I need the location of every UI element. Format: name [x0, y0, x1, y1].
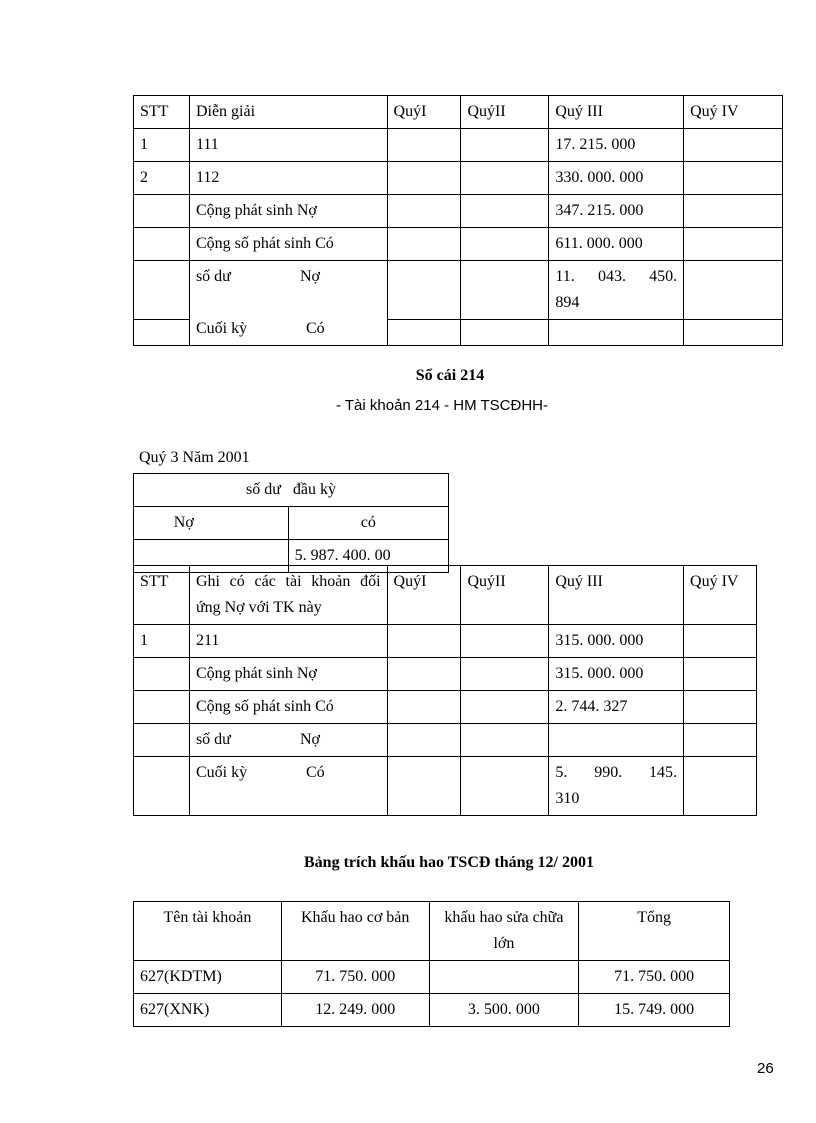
balance-label: số dư — [195, 731, 231, 748]
row-description: 112 — [189, 162, 387, 195]
row-total: 15. 749. 000 — [579, 994, 730, 1027]
opening-credit-label: có — [288, 507, 448, 540]
header-q1: QuýI — [387, 96, 461, 129]
table-row-balance-debit — [134, 724, 757, 757]
row-q3: 2. 744. 327 — [549, 691, 684, 724]
table-row — [134, 228, 783, 261]
row-stt: 1 — [134, 625, 190, 658]
row-major — [429, 961, 579, 994]
row-description: Cộng phát sinh Nợ — [189, 658, 387, 691]
header-q4: Quý IV — [684, 96, 783, 129]
table-row — [134, 994, 730, 1027]
table-row — [134, 129, 783, 162]
ledger-table-1 — [133, 95, 783, 346]
table-row — [134, 625, 757, 658]
credit-label: Có — [305, 320, 325, 337]
header-q3: Quý III — [549, 96, 684, 129]
table-row — [134, 961, 730, 994]
header-q2: QuýII — [461, 96, 549, 129]
table-header-row — [134, 96, 783, 129]
row-description: Cộng số phát sinh Có — [189, 691, 387, 724]
row-q3: 315. 000. 000 — [549, 658, 684, 691]
row-stt: 1 — [134, 129, 190, 162]
balance-debit-q3: 11. 043. 450. 894 — [549, 261, 684, 320]
table-row — [134, 691, 757, 724]
opening-credit-value: 5. 987. 400. 00 — [288, 540, 448, 573]
table-header-row — [134, 566, 757, 625]
ledger-title: Sổ cái 214 — [415, 367, 485, 384]
balance-label: số dư — [195, 268, 231, 285]
header-q2: QuýII — [461, 566, 549, 625]
row-description: 211 — [189, 625, 387, 658]
header-account-name: Tên tài khoản — [134, 902, 282, 961]
header-basic-depreciation: Khấu hao cơ bản — [281, 902, 429, 961]
header-q3: Quý III — [549, 566, 684, 625]
header-description: Diễn giải — [189, 96, 387, 129]
header-description: Ghi có các tài khoản đối ứng Nợ với TK này — [189, 566, 387, 625]
table-row — [134, 658, 757, 691]
end-period-label: Cuối kỳ — [195, 320, 248, 337]
table-row-balance-credit — [134, 757, 757, 816]
table-row — [134, 162, 783, 195]
header-q1: QuýI — [387, 566, 461, 625]
row-account: 627(KDTM) — [134, 961, 282, 994]
ledger-subtitle: - Tài khoản 214 - HM TSCĐHH- — [335, 397, 548, 414]
row-description: Cộng phát sinh Nợ — [189, 195, 387, 228]
balance-credit-q3: 5. 990. 145. 310 — [549, 757, 684, 816]
row-account: 627(XNK) — [134, 994, 282, 1027]
header-q4: Quý IV — [684, 566, 757, 625]
row-q3: 347. 215. 000 — [549, 195, 684, 228]
ledger-table-2 — [133, 565, 757, 816]
period-label: Quý 3 Năm 2001 — [139, 449, 250, 466]
row-description: Cộng số phát sinh Có — [189, 228, 387, 261]
row-q3: 17. 215. 000 — [549, 129, 684, 162]
debit-label: Nợ — [299, 731, 320, 748]
depreciation-title: Bảng trích khấu hao TSCĐ tháng 12/ 2001 — [304, 854, 594, 871]
header-total: Tổng — [579, 902, 730, 961]
row-basic: 71. 750. 000 — [281, 961, 429, 994]
credit-label: Có — [305, 764, 325, 781]
header-stt: STT — [134, 96, 190, 129]
table-row-balance-debit — [134, 261, 783, 320]
row-basic: 12. 249. 000 — [281, 994, 429, 1027]
depreciation-table — [133, 901, 730, 1027]
balance-label-cell — [189, 261, 387, 346]
header-major-repair-depreciation: khấu hao sửa chữa lớn — [429, 902, 579, 961]
row-q3: 330. 000. 000 — [549, 162, 684, 195]
opening-balance-table — [133, 473, 449, 573]
opening-debit-label: Nợ — [134, 507, 289, 540]
debit-label: Nợ — [299, 268, 320, 285]
row-description: 111 — [189, 129, 387, 162]
end-period-label: Cuối kỳ — [195, 764, 248, 781]
opening-balance-header: số dư đầu kỳ — [134, 474, 449, 507]
row-q3: 611. 000. 000 — [549, 228, 684, 261]
row-total: 71. 750. 000 — [579, 961, 730, 994]
balance-credit-label-cell — [189, 757, 387, 816]
row-q3: 315. 000. 000 — [549, 625, 684, 658]
row-major: 3. 500. 000 — [429, 994, 579, 1027]
balance-debit-label-cell — [189, 724, 387, 757]
page-number: 26 — [757, 1060, 774, 1077]
table-row — [134, 195, 783, 228]
header-stt: STT — [134, 566, 190, 625]
table-header-row — [134, 902, 730, 961]
row-stt: 2 — [134, 162, 190, 195]
